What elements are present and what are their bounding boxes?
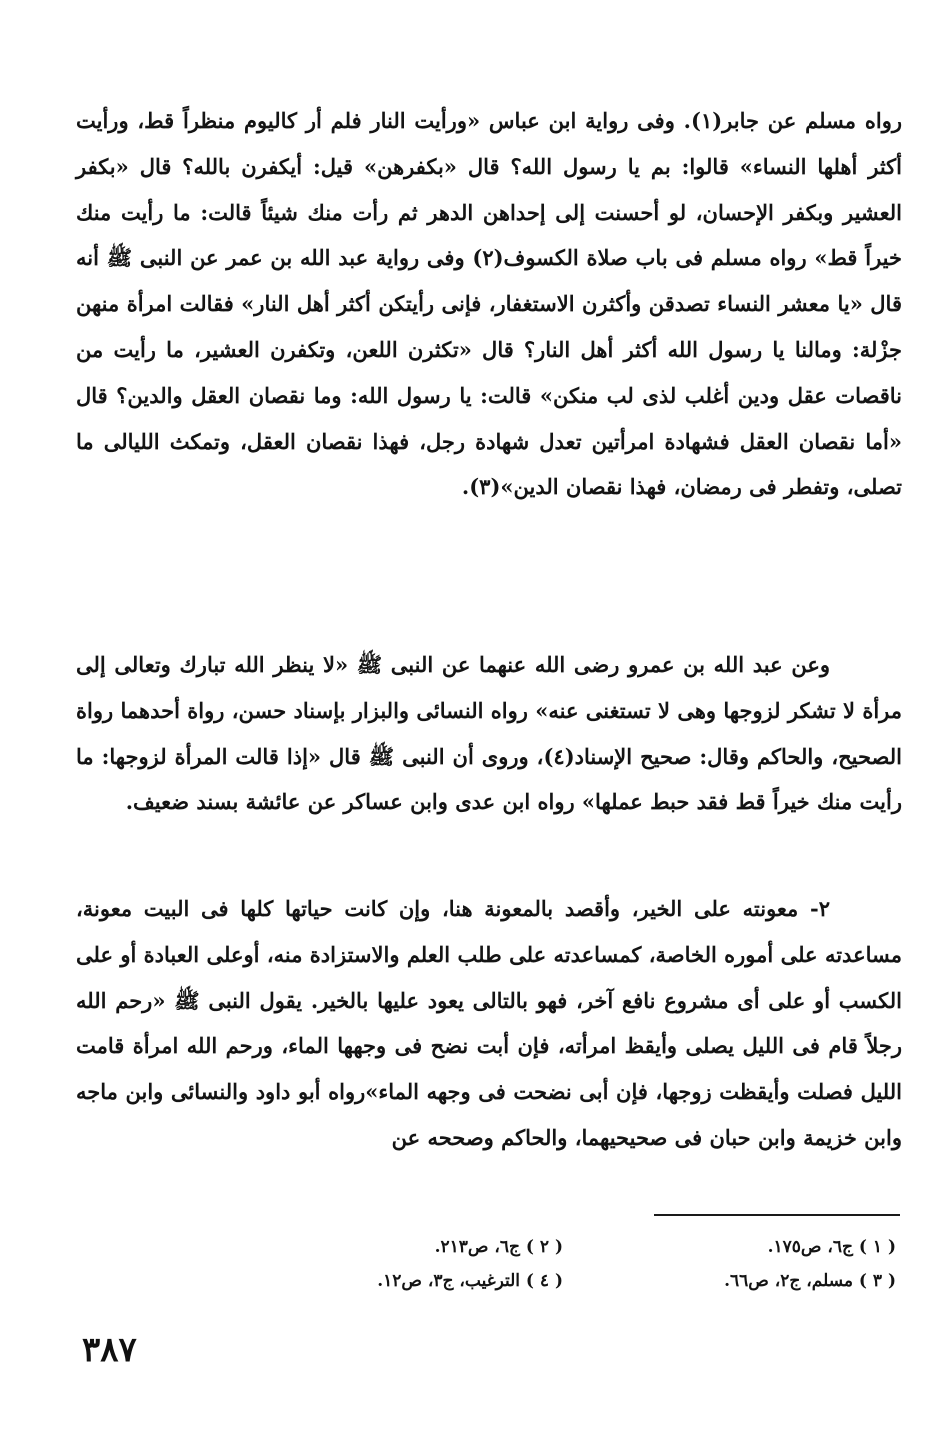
page-number: ٣٨٧ <box>82 1330 137 1370</box>
paragraph-help-with-good: ٢- معونته على الخير، وأقصد بالمعونة هنا، وإن كانت حياتها كلها فى البيت معونة، مساعدته على أموره الخاصة، كمساعدته على طلب العلم والاستزادة منه، أوعلى العبادة أو على الكسب أو على أى مشروع نافع آخر، فهو بالتالى يعود عليها بالخير. يقول النبى ﷺ «رحم الله رجلاً قام فى الليل يصلى وأيقظ امرأته، فإن أبت نضح فى وجهها الماء، ورحم الله امرأة قامت الليل فصلت وأيقظت زوجها، فإن أبى نضحت فى وجهه الماء»رواه أبو داود والنسائى وابن ماجه وابن خزيمة وابن حبان فى صحيحيهما، والحاكم وصححه عن <box>76 896 902 1150</box>
paragraph-hadith-ibn-amr: وعن عبد الله بن عمرو رضى الله عنهما عن النبى ﷺ «لا ينظر الله تبارك وتعالى إلى مرأة لا تشكر لزوجها وهى لا تستغنى عنه» رواه النسائى والبزار بإسناد حسن، رواة أحدهما رواة الصحيح، والحاكم وقال: صحيح الإسناد(٤)، وروى أن النبى ﷺ قال «إذا قالت المرأة لزوجها: ما رأيت منك خيراً قط فقد حبط عملها» رواه ابن عدى وابن عساكر عن عائشة بسند ضعيف. <box>76 652 902 815</box>
footnote-2: ( ٢ ) ج٦، ص٢١٣. <box>434 1237 563 1257</box>
footnote-row <box>230 1230 896 1264</box>
footnotes <box>230 1230 896 1298</box>
paragraph-hadith-ibn-abbas: رواه مسلم عن جابر(١). وفى رواية ابن عباس «ورأيت النار فلم أر كاليوم منظراً قط، ورأيت أكثر أهلها النساء» قالوا: بم يا رسول الله؟ قال «بكفرهن» قيل: أيكفرن بالله؟ قال «بكفر العشير وبكفر الإحسان، لو أحسنت إلى إحداهن الدهر ثم رأت منك شيئاً قالت: ما رأيت منك خيراً قط» رواه مسلم فى باب صلاة الكسوف(٢) وفى رواية عبد الله بن عمر عن النبى ﷺ أنه قال «يا معشر النساء تصدقن وأكثرن الاستغفار، فإنى رأيتكن أكثر أهل النار» فقالت امرأة منهن جزْلة: ومالنا يا رسول الله أكثر أهل النار؟ قال «تكثرن اللعن، وتكفرن العشير، ما رأيت من ناقصات عقل ودين أغلب لذى لب منكن» قالت: يا رسول الله: وما نقصان العقل والدين؟ قال «أما نقصان العقل فشهادة امرأتين تعدل شهادة رجل، فهذا نقصان العقل، وتمكث الليالى ما تصلى، وتفطر فى رمضان، فهذا نقصان الدين»(٣). <box>76 108 902 500</box>
footnote-4: ( ٤ ) الترغيب، ج٣، ص١٢. <box>377 1271 563 1291</box>
main-text <box>76 98 902 1161</box>
footnote-divider <box>654 1214 900 1216</box>
footnote-row <box>230 1264 896 1298</box>
footnote-3: ( ٣ ) مسلم، ج٢، ص٦٦. <box>724 1271 896 1291</box>
footnote-1: ( ١ ) ج٦، ص١٧٥. <box>767 1237 896 1257</box>
